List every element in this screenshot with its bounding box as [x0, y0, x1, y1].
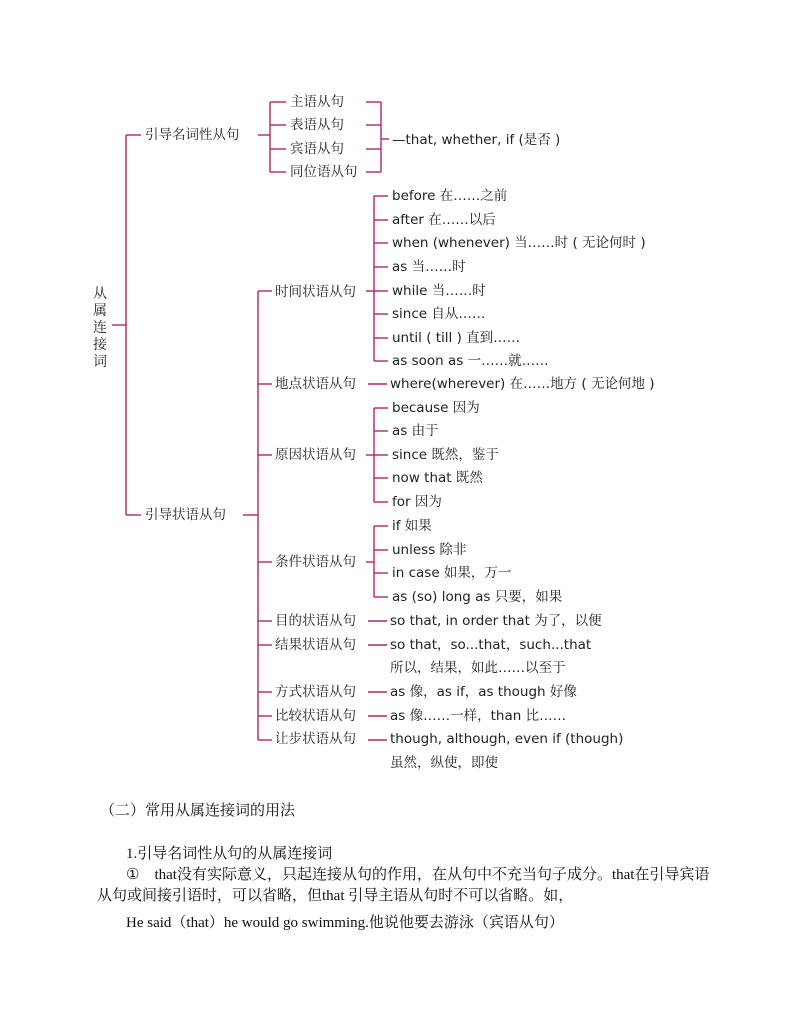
object-clause-label: 宾语从句 — [290, 141, 344, 157]
adverbial-clause-branch-label: 引导状语从句 — [145, 507, 226, 523]
comparison-clause-text: as 像……一样，than 比…… — [390, 708, 567, 724]
noun-clause-branch-label: 引导名词性从句 — [145, 127, 240, 143]
condition-item: in case 如果，万一 — [392, 565, 512, 581]
concession-clause-text: though, although, even if (though) — [390, 731, 624, 747]
example-sentence: He said（that）he would go swimming.他说他要去游泳（宾语从句） — [126, 915, 564, 931]
reason-item: for 因为 — [392, 494, 442, 510]
time-item: after 在……以后 — [392, 212, 496, 228]
time-clause-label: 时间状语从句 — [275, 284, 356, 300]
body-paragraph: ① that没有实际意义，只起连接从句的作用，在从句中不充当句子成分。that在引导宾语从句或间接引语时，可以省略，但that 引导主语从句时不可以省略。如， — [97, 867, 710, 904]
result-clause-text-2: 所以，结果，如此……以至于 — [390, 660, 566, 676]
root-label: 从属连接词 — [93, 286, 107, 370]
result-clause-text: so that，so...that，such...that — [390, 637, 592, 653]
condition-clause-label: 条件状语从句 — [275, 554, 356, 570]
place-clause-label: 地点状语从句 — [275, 376, 356, 392]
condition-item: if 如果 — [392, 518, 432, 534]
reason-item: since 既然，鉴于 — [392, 447, 499, 463]
time-item: as soon as 一……就…… — [392, 353, 549, 369]
manner-clause-text: as 像，as if，as though 好像 — [390, 684, 577, 700]
time-item: when (whenever) 当……时 ( 无论何时 ) — [392, 235, 646, 251]
purpose-clause-text: so that, in order that 为了，以便 — [390, 613, 602, 629]
purpose-clause-label: 目的状语从句 — [275, 613, 356, 629]
condition-item: unless 除非 — [392, 542, 467, 558]
time-item: before 在……之前 — [392, 188, 508, 204]
time-item: while 当……时 — [392, 283, 486, 299]
subject-clause-label: 主语从句 — [290, 94, 344, 110]
time-item: since 自从…… — [392, 306, 486, 322]
subheading: 1.引导名词性从句的从属连接词 — [126, 846, 333, 862]
time-item: until ( till ) 直到…… — [392, 330, 521, 346]
reason-item: as 由于 — [392, 423, 439, 439]
section-heading: （二）常用从属连接词的用法 — [100, 803, 296, 819]
noun-clause-connectives: —that, whether, if (是否 ) — [392, 132, 561, 148]
result-clause-label: 结果状语从句 — [275, 637, 356, 653]
comparison-clause-label: 比较状语从句 — [275, 708, 356, 724]
reason-item: now that 既然 — [392, 470, 483, 486]
predicative-clause-label: 表语从句 — [290, 117, 344, 133]
manner-clause-label: 方式状语从句 — [275, 684, 356, 700]
place-clause-text: where(wherever) 在……地方 ( 无论何地 ) — [390, 376, 655, 392]
time-item: as 当……时 — [392, 259, 466, 275]
reason-clause-label: 原因状语从句 — [275, 447, 356, 463]
reason-item: because 因为 — [392, 400, 480, 416]
concession-clause-label: 让步状语从句 — [275, 731, 356, 747]
concession-clause-text-2: 虽然，纵使，即使 — [390, 755, 498, 771]
condition-item: as (so) long as 只要，如果 — [392, 589, 563, 605]
appositive-clause-label: 同位语从句 — [290, 164, 358, 180]
